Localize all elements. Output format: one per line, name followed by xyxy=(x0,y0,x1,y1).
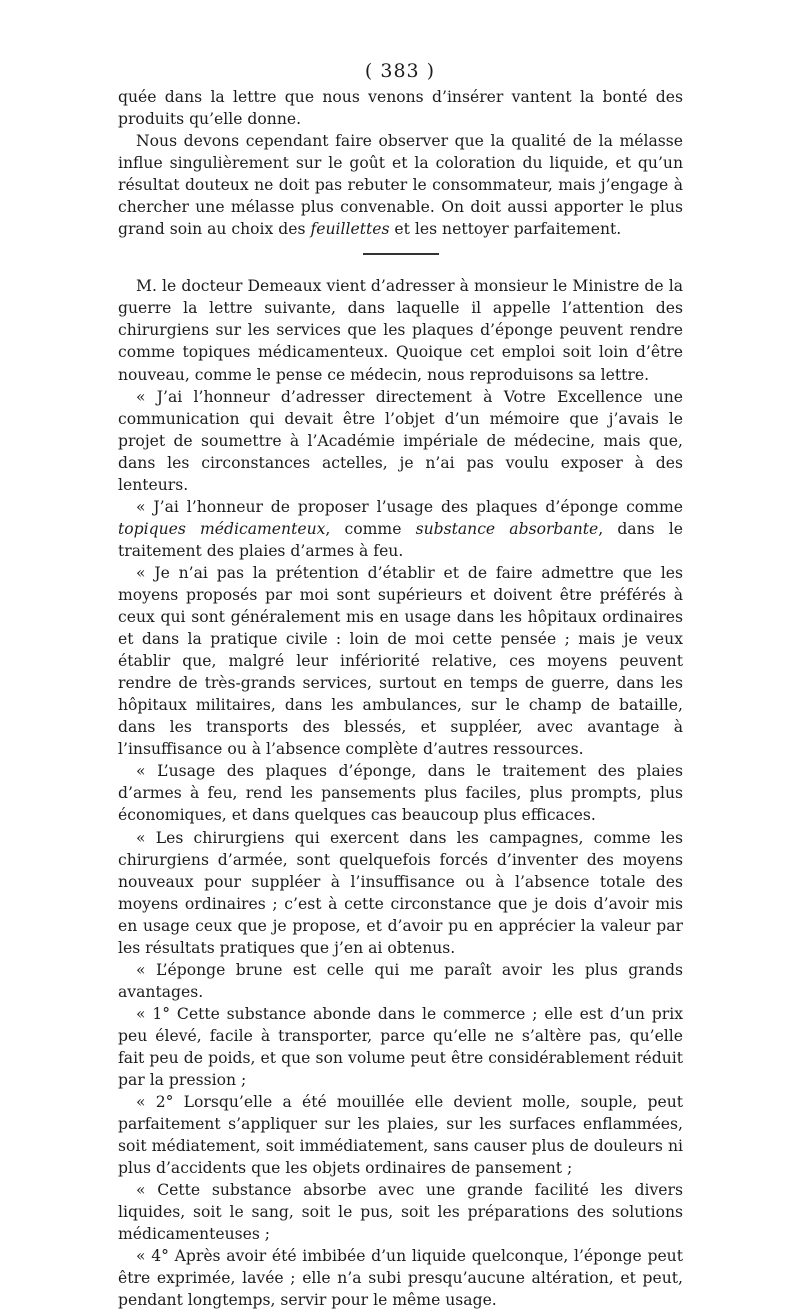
section-divider xyxy=(363,253,439,255)
italic-term: topiques médicamenteux xyxy=(118,519,326,538)
text-run: Nous devons cependant faire observer que la qualité de la mélasse influe singulièrement sur le goût et la coloration du liquide, et qu’un résultat douteux ne doit pas rebuter le consommateur, mais j’engage à chercher une mélasse plus convenable. On doit aussi apporter le plus grand soin au choix des xyxy=(118,132,683,239)
paragraph-letter-9: « Cette substance absorbe avec une grande facilité les divers liquides, soit le sang, soit le pus, soit les préparations des solutions médicamenteuses ; xyxy=(118,1181,683,1244)
paragraph-letter-10: « 4° Après avoir été imbibée d’un liquide quelconque, l’éponge peut être exprimée, lavée ; elle n’a subi presqu’aucune altération, et peut, pendant longtemps, servir pour le même usage. xyxy=(118,1247,683,1310)
paragraph-letter-3: « Je n’ai pas la prétention d’établir et de faire admettre que les moyens proposés par moi sont supérieurs et doivent être préférés à ceux qui sont généralement mis en usage dans les hôpitaux ordinaires et dans la pratique civile : loin de moi cette pensée ; mais je veux établir que, malgré leur infériorité relative, ces moyens peuvent rendre de très-grands services, surtout en temps de guerre, dans les hôpitaux militaires, dans les ambulances, sur le champ de bataille, dans les transports des blessés, et suppléer, avec avantage à l’insuffisance ou à l’absence complète d’autres ressources. xyxy=(118,563,683,759)
paragraph-letter-8: « 2° Lorsqu’elle a été mouillée elle devient molle, souple, peut parfaitement s’appliquer sur les plaies, sur les surfaces enflammées, soit médiatement, soit immédiatement, sans causer plus de douleurs ni plus d’accidents que les objets ordinaires de pansement ; xyxy=(118,1093,683,1178)
text-run: « J’ai l’honneur de proposer l’usage des plaques d’éponge comme xyxy=(136,497,683,516)
italic-term: feuillettes xyxy=(310,220,390,239)
body-text xyxy=(118,86,683,1312)
paragraph-molasses xyxy=(118,130,683,240)
text-run: et les nettoyer parfaitement. xyxy=(389,220,622,239)
paragraph-letter-2 xyxy=(118,496,683,562)
page-number: ( 383 ) xyxy=(364,60,436,82)
paragraph-letter-4: « L’usage des plaques d’éponge, dans le traitement des plaies d’armes à feu, rend les pansements plus faciles, plus prompts, plus économiques, et dans quelques cas beaucoup plus efficaces. xyxy=(118,762,683,825)
text-run: , comme xyxy=(325,519,416,538)
paragraph-letter-1: « J’ai l’honneur d’adresser directement à Votre Excellence une communication qui devait être l’objet d’un mémoire que j’avais le projet de soumettre à l’Académie impériale de médecine, mais que, dans les circonstances actelles, je n’ai pas voulu exposer à des lenteurs. xyxy=(118,387,683,494)
paragraph-letter-6: « L’éponge brune est celle qui me paraît avoir les plus grands avantages. xyxy=(118,960,683,1001)
paragraph-letter-7: « 1° Cette substance abonde dans le commerce ; elle est d’un prix peu élevé, facile à transporter, parce qu’elle ne s’altère pas, qu’elle fait peu de poids, et que son volume peut être considérablement réduit par la pression ; xyxy=(118,1004,683,1090)
paragraph-letter-5: « Les chirurgiens qui exercent dans les campagnes, comme les chirurgiens d’armée, sont quelquefois forcés d’inventer des moyens nouveaux pour suppléer à l’insuffisance ou à l’absence totale des moyens ordinaires ; c’est à cette circonstance que je dois d’avoir mis en usage ceux que je propose, et d’avoir pu en apprécier la valeur par les résultats pratiques que j’en ai obtenus. xyxy=(118,828,683,957)
paragraph-continued: quée dans la lettre que nous venons d’insérer vantent la bonté des produits qu’elle donne. xyxy=(118,88,683,129)
text-run: , dans le traitement des plaies d’armes à feu. xyxy=(118,519,683,560)
paragraph-intro-letter: M. le docteur Demeaux vient d’adresser à monsieur le Ministre de la guerre la lettre suivante, dans laquelle il appelle l’attention des chirurgiens sur les services que les plaques d’éponge peuvent rendre comme topiques médicamenteux. Quoique cet emploi soit loin d’être nouveau, comme le pense ce médecin, nous reproduisons sa lettre. xyxy=(118,277,683,384)
italic-term: substance absorbante xyxy=(415,519,599,538)
